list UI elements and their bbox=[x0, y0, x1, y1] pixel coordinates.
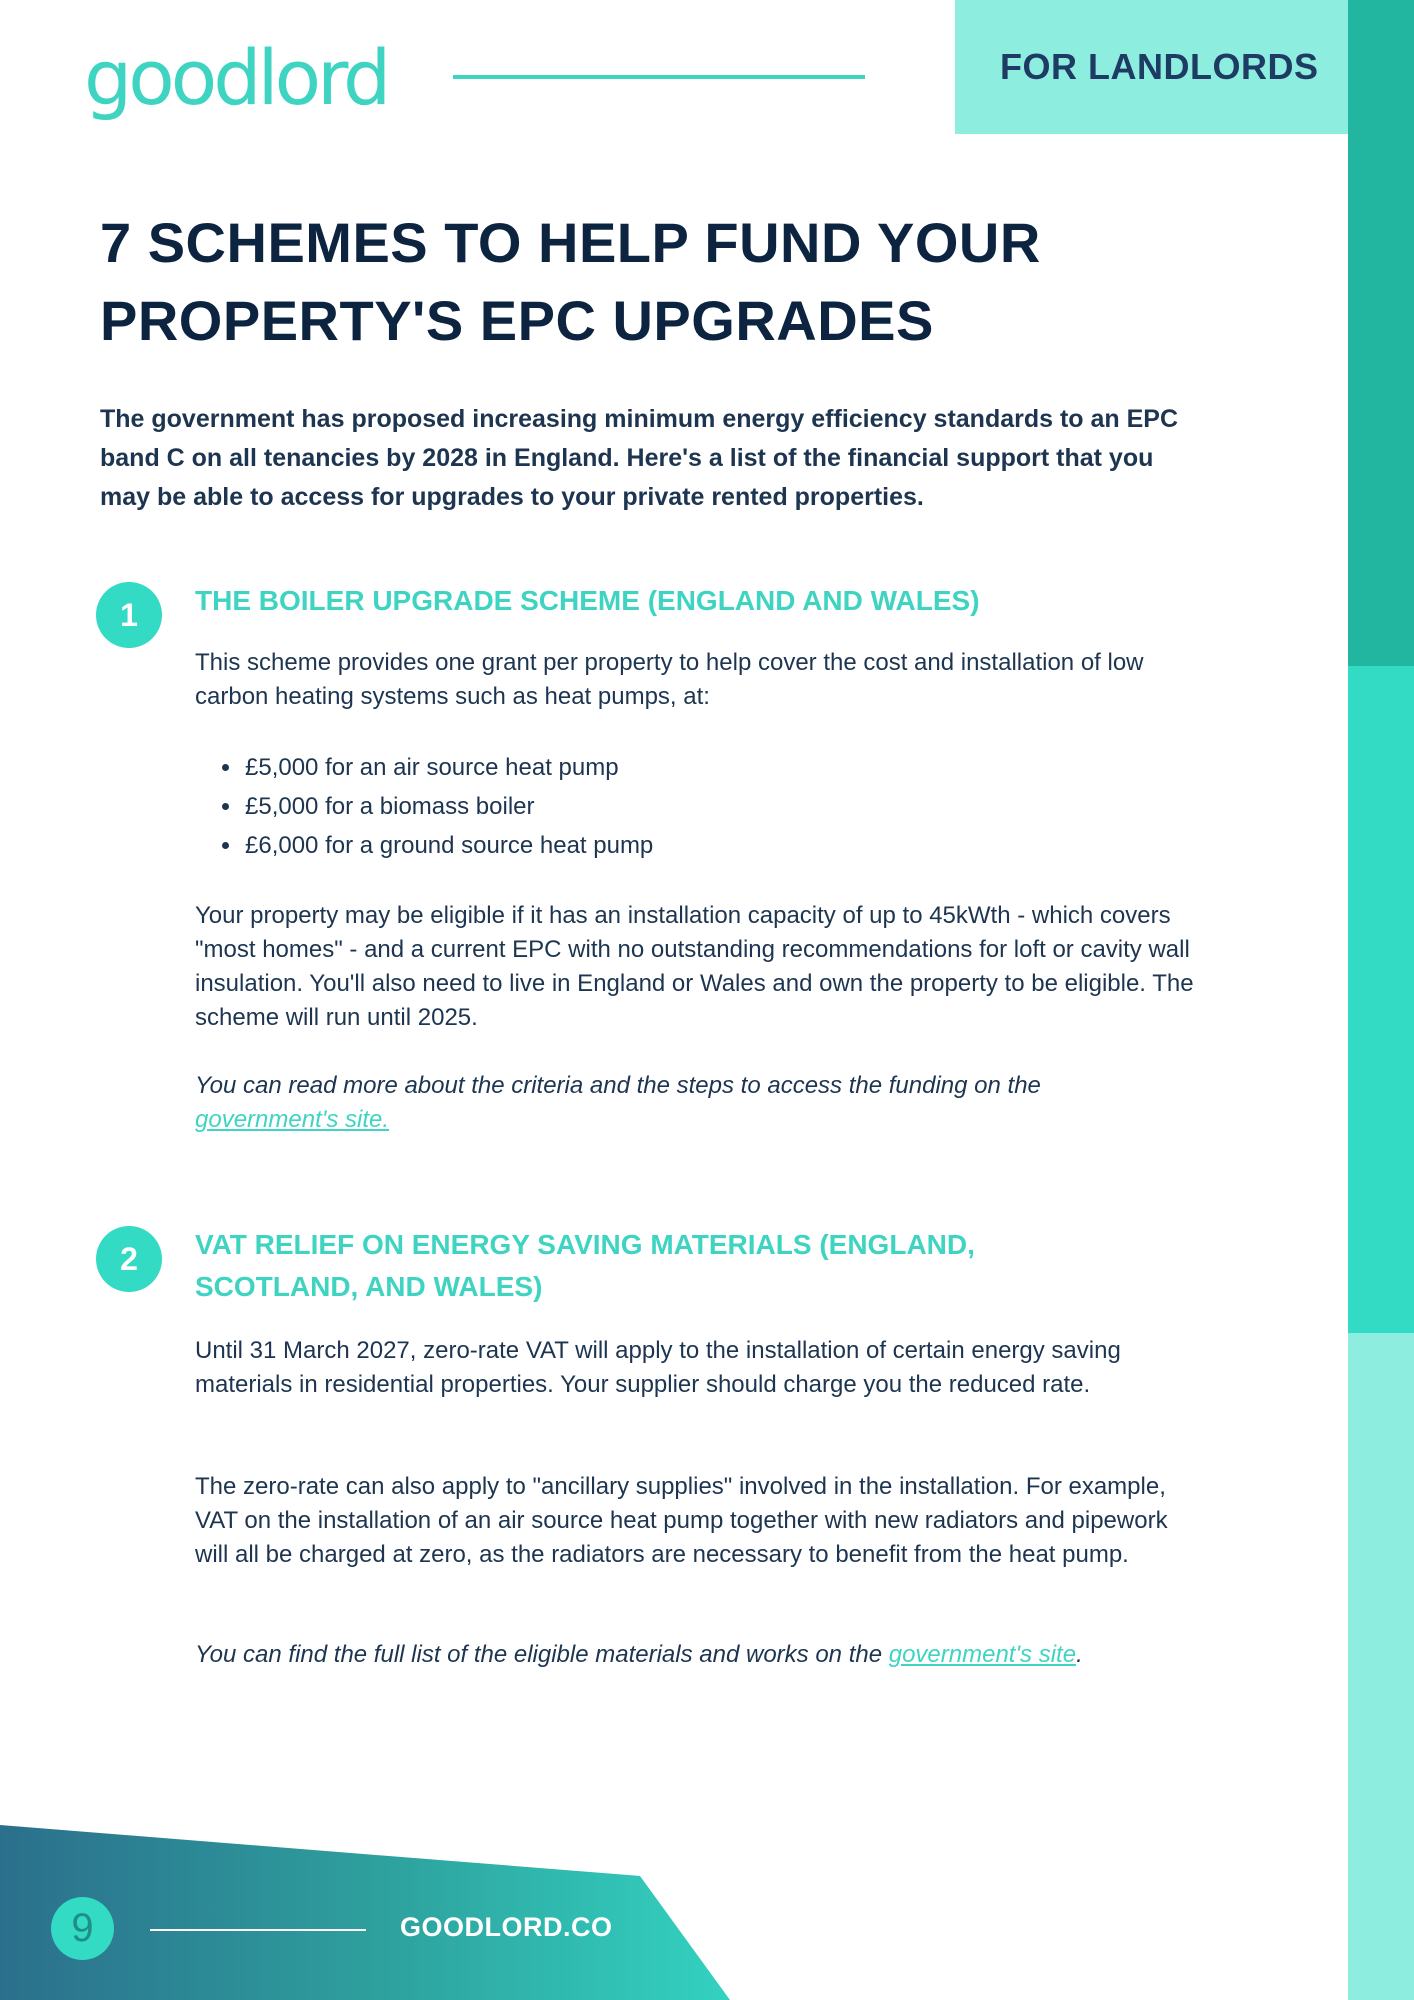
footer-divider bbox=[150, 1929, 366, 1931]
audience-tab bbox=[955, 0, 1348, 134]
section-number-badge: 1 bbox=[96, 582, 162, 648]
list-item: • £5,000 for a biomass boiler bbox=[243, 787, 653, 826]
list-item: • £6,000 for a ground source heat pump bbox=[243, 826, 653, 865]
note-suffix: . bbox=[1076, 1641, 1083, 1668]
page-number: 9 bbox=[51, 1897, 114, 1960]
government-site-link[interactable]: government's site bbox=[888, 1641, 1077, 1668]
section-title: VAT RELIEF ON ENERGY SAVING MATERIALS (ENGLAND, SCOTLAND, AND WALES) bbox=[195, 1229, 975, 1302]
goodlord-logo: goodlord bbox=[84, 33, 388, 122]
section-number-badge: 2 bbox=[96, 1226, 162, 1292]
section-note bbox=[195, 1069, 1195, 1137]
section-title: THE BOILER UPGRADE SCHEME (ENGLAND AND WALES) bbox=[195, 585, 980, 616]
section-body: Until 31 March 2027, zero-rate VAT will apply to the installation of certain energy saving materials in residential properties. Your supplier should charge you the reduced rate. bbox=[195, 1337, 1121, 1398]
note-text: You can read more about the criteria and the steps to access the funding on the bbox=[195, 1072, 1041, 1099]
grant-list bbox=[195, 748, 653, 865]
side-band-bottom bbox=[1348, 1333, 1414, 2000]
side-band-middle bbox=[1348, 666, 1414, 1333]
eligibility-paragraph: Your property may be eligible if it has an installation capacity of up to 45kWth - which covers "most homes" - and a current EPC with no outstanding recommendations for loft or cavity wall insulation. You'll also need to live in England or Wales and own the property to be eligible. The scheme will run until 2025. bbox=[195, 902, 1194, 1031]
list-item: • £5,000 for an air source heat pump bbox=[243, 748, 653, 787]
footer-banner bbox=[0, 1820, 730, 2000]
section-note bbox=[195, 1638, 1195, 1672]
page-title: 7 SCHEMES TO HELP FUND YOUR PROPERTY'S EPC UPGRADES bbox=[100, 211, 1041, 352]
note-text: You can find the full list of the eligible materials and works on the bbox=[195, 1641, 883, 1668]
footer-site-link[interactable]: GOODLORD.CO bbox=[400, 1912, 613, 1942]
intro-paragraph: The government has proposed increasing minimum energy efficiency standards to an EPC band C on all tenancies by 2028 in England. Here's a list of the financial support that you may be able to access for upgrades to your private rented properties. bbox=[100, 405, 1179, 511]
side-band-top bbox=[1348, 0, 1414, 666]
audience-label: FOR LANDLORDS bbox=[1000, 46, 1319, 87]
section-body: This scheme provides one grant per property to help cover the cost and installation of low carbon heating systems such as heat pumps, at: bbox=[195, 649, 1144, 710]
government-site-link[interactable]: government's site. bbox=[195, 1106, 390, 1133]
header-divider bbox=[453, 75, 865, 79]
section-detail: The zero-rate can also apply to "ancillary supplies" involved in the installation. For example, VAT on the installation of an air source heat pump together with new radiators and pipework will all be charged at zero, as the radiators are necessary to benefit from the heat pump. bbox=[195, 1473, 1168, 1568]
